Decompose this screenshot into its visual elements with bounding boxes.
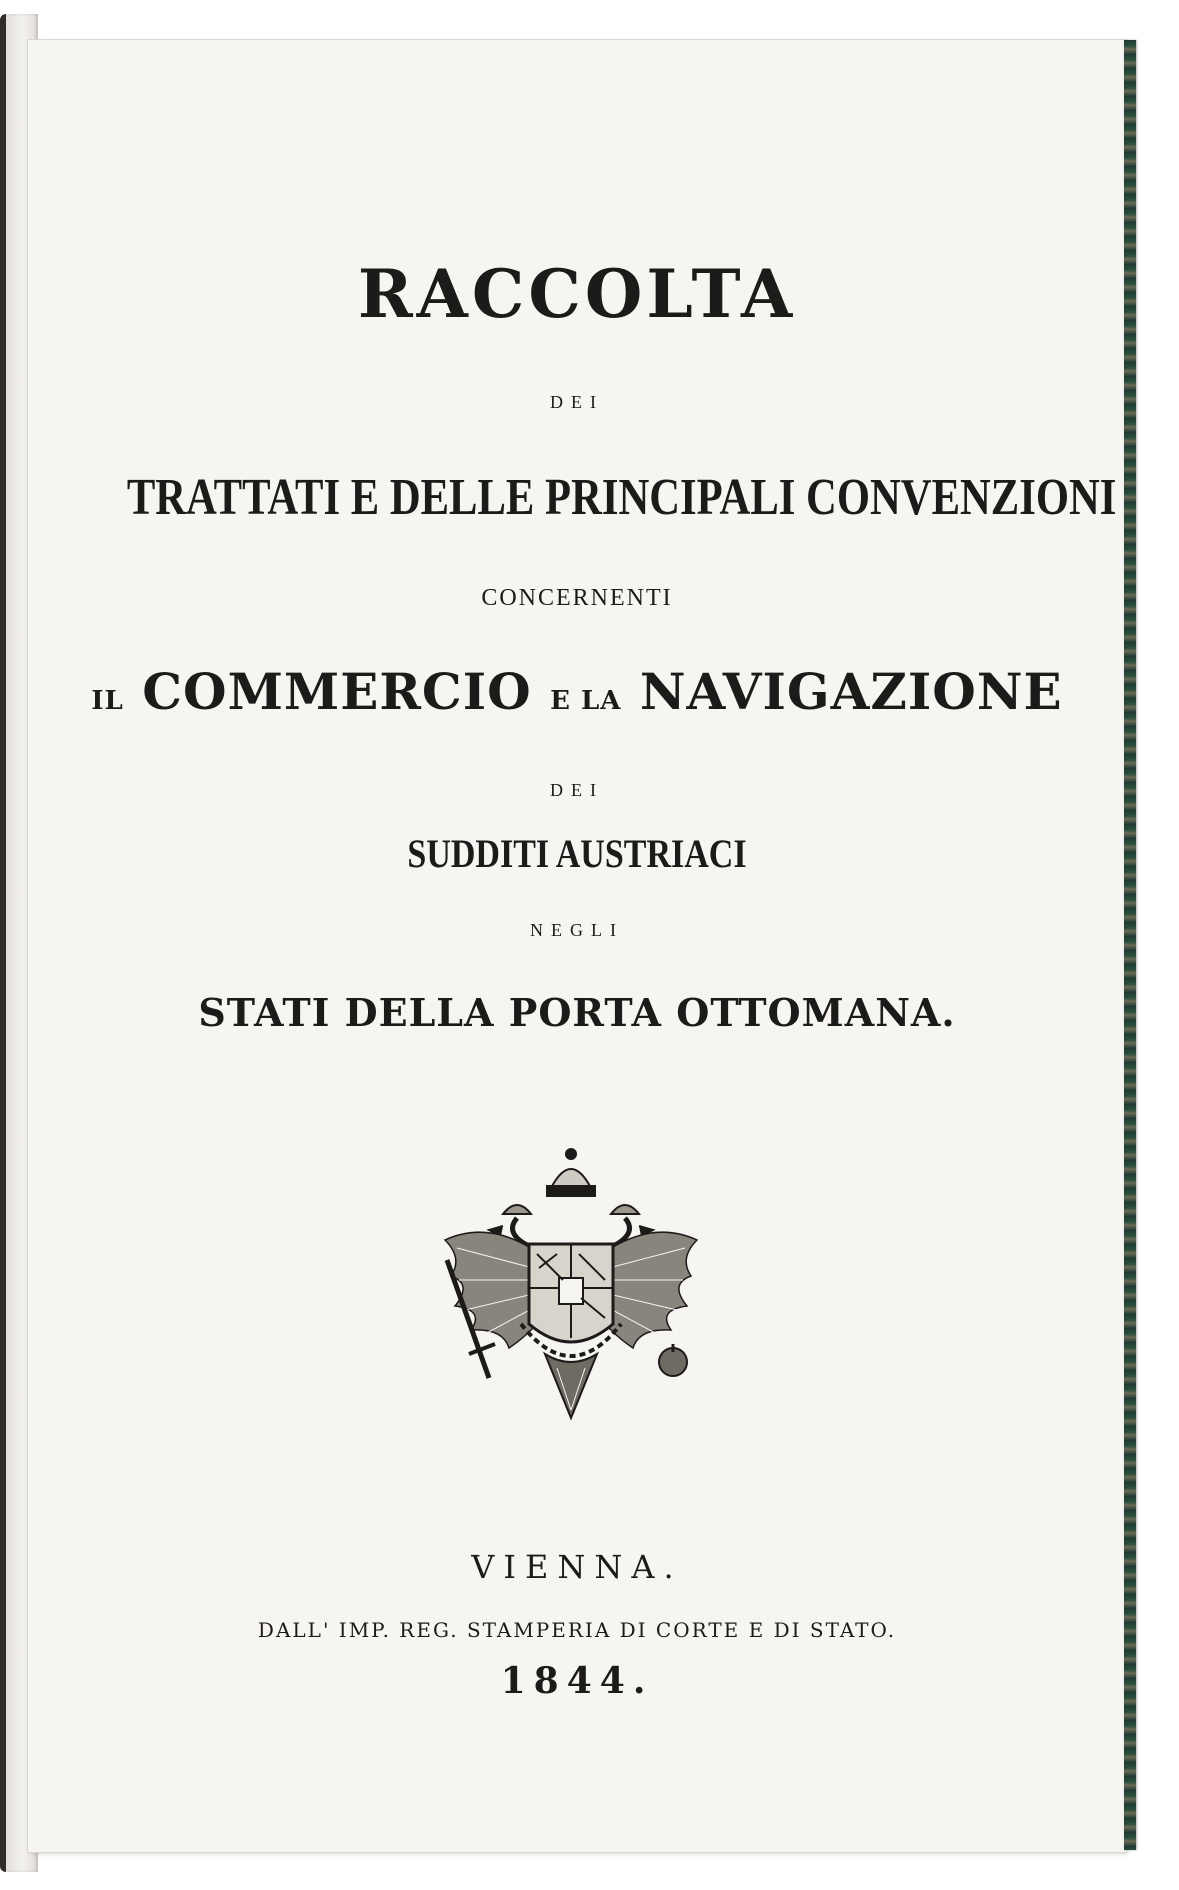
connective-dei: DEI — [550, 392, 604, 412]
imprint-place: VIENNA. — [471, 1548, 683, 1586]
title-page — [28, 40, 1126, 1852]
main-title: RACCOLTA — [357, 255, 797, 333]
subtitle-trattati: TRATTATI E DELLE PRINCIPALI CONVENZIONI — [126, 469, 1117, 526]
subtitle-sudditi: SUDDITI AUSTRIACI — [407, 831, 747, 876]
word-e-la: E LA — [550, 686, 622, 716]
imprint-year: 1844. — [500, 1660, 654, 1702]
word-navigazione: NAVIGAZIONE — [639, 662, 1063, 721]
book-binding-edge — [1124, 40, 1136, 1850]
connective-concernenti: CONCERNENTI — [481, 585, 673, 611]
subtitle-stati: STATI DELLA PORTA OTTOMANA. — [198, 990, 956, 1035]
connective-dei-2: DEI — [550, 780, 604, 800]
imprint-printer: DALL' IMP. REG. STAMPERIA DI CORTE E DI STATO. — [257, 1618, 897, 1642]
connective-negli: NEGLI — [530, 920, 624, 940]
word-il: IL — [91, 686, 124, 716]
eagle-emblem-icon — [433, 1148, 709, 1428]
subtitle-commercio-navigazione — [28, 662, 1126, 721]
word-commercio: COMMERCIO — [142, 662, 532, 721]
